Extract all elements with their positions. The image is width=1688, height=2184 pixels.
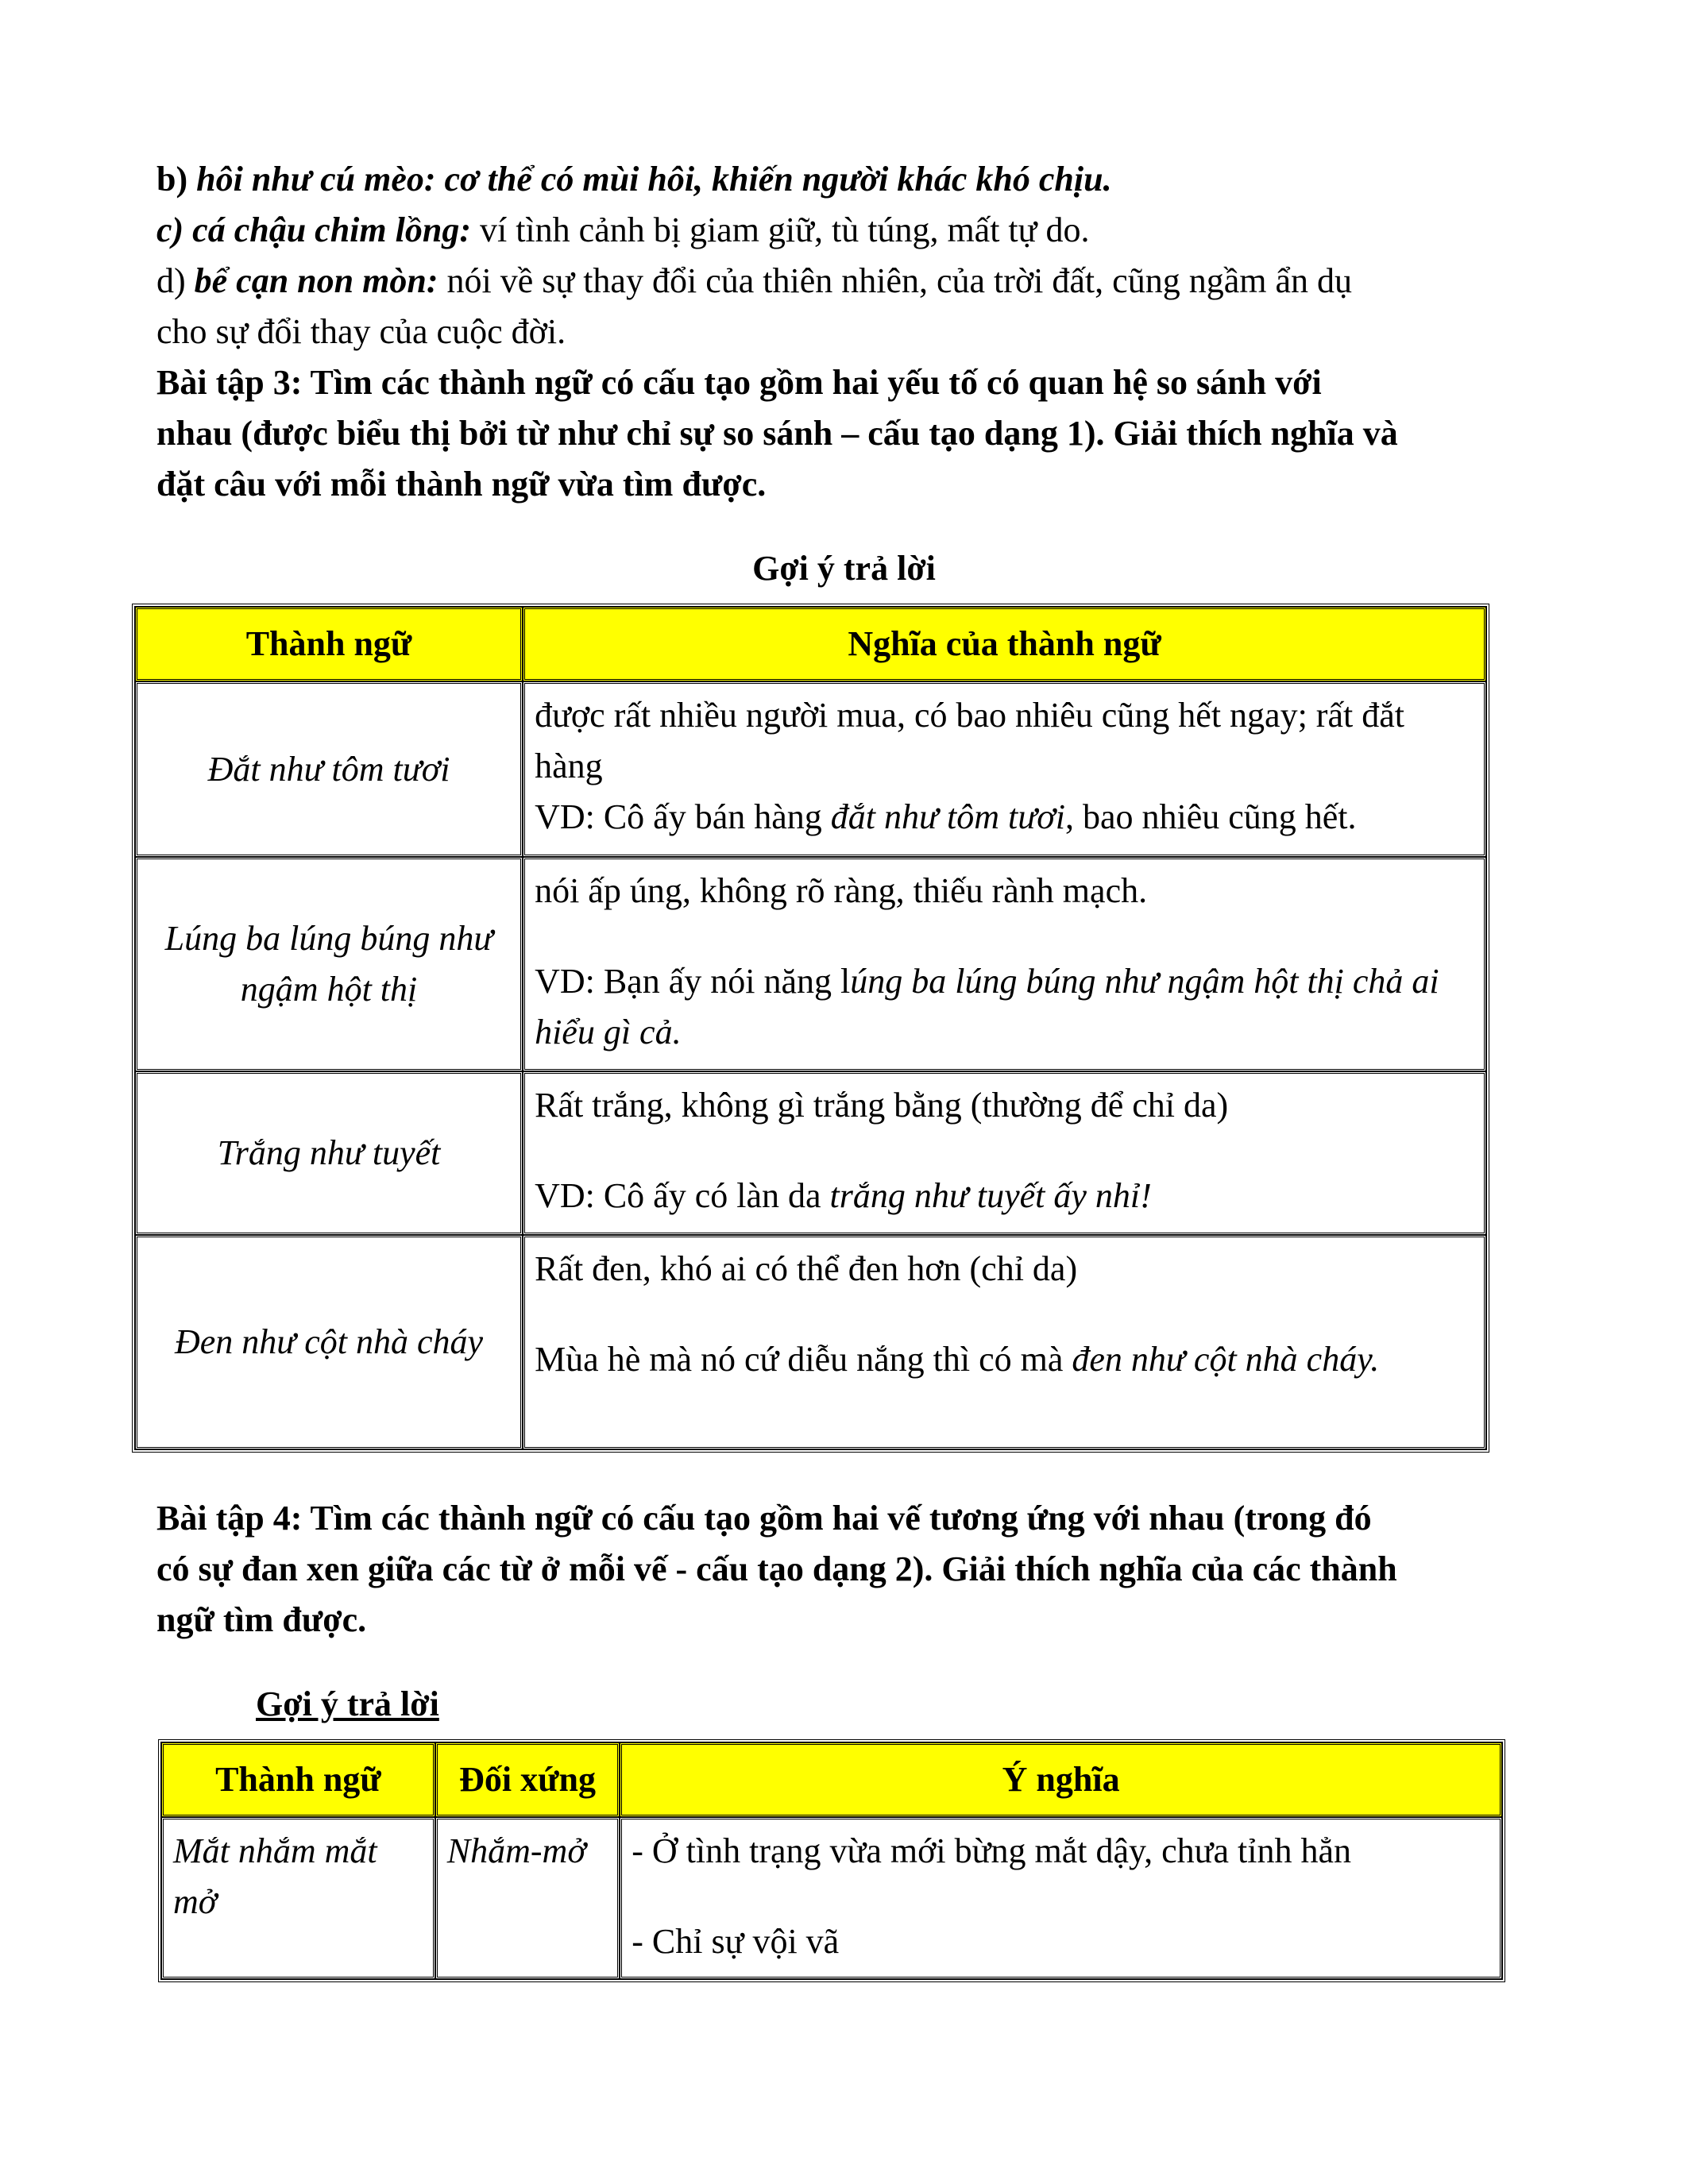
meaning-text: được rất nhiều người mua, có bao nhiêu cũng hết ngay; rất đắt hàng <box>535 696 1404 785</box>
item-d-text-2: cho sự đổi thay của cuộc đời. <box>156 312 566 351</box>
idiom-cell: Lúng ba lúng búng như ngậm hột thị <box>135 857 523 1071</box>
idiom-cell: Đắt như tôm tươi <box>135 681 523 857</box>
example-prefix: VD: Cô ấy có làn da <box>535 1176 830 1215</box>
example-italic: đen như cột nhà cháy. <box>1072 1340 1380 1379</box>
item-b-text: hôi như cú mèo: cơ thể có mùi hôi, khiến người khác khó chịu. <box>187 160 1112 199</box>
idiom-cell: Đen như cột nhà cháy <box>135 1235 523 1449</box>
item-d-term: bể cạn non mòn: <box>194 261 438 300</box>
item-c-label: c) cá chậu chim lồng: <box>156 210 471 249</box>
exercise4-line1: Bài tập 4: Tìm các thành ngữ có cấu tạo gồm hai vế tương ứng với nhau (trong đó <box>156 1499 1372 1538</box>
header-idiom: Thành ngữ <box>135 607 523 681</box>
meaning-cell <box>523 857 1486 1071</box>
item-b <box>156 154 1539 205</box>
exercise3-line3: đặt câu với mỗi thành ngữ vừa tìm được. <box>156 465 767 504</box>
table-row <box>135 681 1486 857</box>
meaning-cell <box>523 1235 1486 1449</box>
exercise4-line3: ngữ tìm được. <box>156 1600 367 1639</box>
item-c <box>156 205 1539 256</box>
idiom-cell: Trắng như tuyết <box>135 1071 523 1235</box>
example-prefix: Mùa hè mà nó cứ diễu nắng thì có mà <box>535 1340 1072 1379</box>
table-header-row <box>135 607 1486 681</box>
item-d-label: d) <box>156 261 195 300</box>
exercise3-table <box>132 604 1489 1453</box>
exercise3-heading <box>156 357 1539 510</box>
meaning-cell <box>620 1817 1502 1979</box>
meaning-line-2: - Chỉ sự vội vã <box>632 1922 840 1961</box>
symmetry-cell: Nhắm-mở <box>435 1817 620 1979</box>
table-row <box>161 1817 1502 1979</box>
exercise4-heading <box>156 1493 1539 1646</box>
header-meaning: Ý nghĩa <box>620 1742 1502 1817</box>
exercise4-hint-title: Gợi ý trả lời <box>256 1684 439 1723</box>
example-suffix: , bao nhiêu cũng hết. <box>1064 797 1357 836</box>
item-b-label: b) <box>156 160 188 199</box>
meaning-text: nói ấp úng, không rõ ràng, thiếu rành mạch. <box>535 871 1148 910</box>
table-header-row <box>161 1742 1502 1817</box>
idiom-cell: Mắt nhắm mắt mở <box>161 1817 435 1979</box>
example-prefix: VD: Cô ấy bán hàng <box>535 797 831 836</box>
header-symmetry: Đối xứng <box>435 1742 620 1817</box>
example-italic: trắng như tuyết ấy nhỉ! <box>829 1176 1152 1215</box>
item-c-text: ví tình cảnh bị giam giữ, tù túng, mất tự do. <box>470 210 1090 249</box>
example-prefix: VD: Bạn ấy nói năng l <box>535 962 851 1001</box>
meaning-line-1: - Ở tình trạng vừa mới bừng mắt dậy, chưa tỉnh hẳn <box>632 1831 1352 1870</box>
table-row <box>135 1235 1486 1449</box>
table-row <box>135 1071 1486 1235</box>
header-meaning: Nghĩa của thành ngữ <box>523 607 1486 681</box>
exercise3-line1: Bài tập 3: Tìm các thành ngữ có cấu tạo gồm hai yếu tố có quan hệ so sánh với <box>156 363 1322 402</box>
header-idiom: Thành ngữ <box>161 1742 435 1817</box>
table-row <box>135 857 1486 1071</box>
item-d-text-1: nói về sự thay đổi của thiên nhiên, của trời đất, cũng ngầm ẩn dụ <box>438 261 1352 300</box>
meaning-cell <box>523 1071 1486 1235</box>
meaning-text: Rất đen, khó ai có thể đen hơn (chỉ da) <box>535 1249 1078 1288</box>
exercise3-hint-title: Gợi ý trả lời <box>752 549 936 588</box>
meaning-cell <box>523 681 1486 857</box>
meaning-text: Rất trắng, không gì trắng bằng (thường để chỉ da) <box>535 1086 1229 1125</box>
item-d <box>156 256 1539 357</box>
exercise4-line2: có sự đan xen giữa các từ ở mỗi vế - cấu tạo dạng 2). Giải thích nghĩa của các thành <box>156 1549 1397 1588</box>
example-italic: úng ba lúng búng như ngậm hột thị chả ai hiểu gì cả. <box>535 962 1439 1051</box>
example-italic: đắt như tôm tươi <box>830 797 1065 836</box>
exercise4-table <box>158 1739 1505 1982</box>
exercise3-line2: nhau (được biểu thị bởi từ như chỉ sự so sánh – cấu tạo dạng 1). Giải thích nghĩa và <box>156 414 1398 453</box>
